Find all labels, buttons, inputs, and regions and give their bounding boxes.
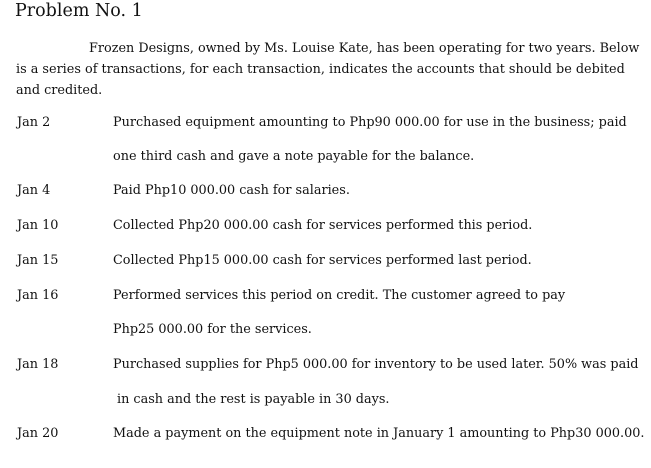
transaction-text: Collected Php20 000.00 cash for services performed this period. [113,218,533,233]
transaction-date: Jan 10 [17,218,59,233]
transaction-date: Jan 2 [17,115,51,130]
transaction-text: Collected Php15 000.00 cash for services performed last period. [113,253,532,268]
transaction-text: Performed services this period on credit. The customer agreed to pay [113,288,566,303]
transaction-date: Jan 16 [17,288,59,303]
problem-title: Problem No. 1 [15,1,143,21]
transaction-text: Php25 000.00 for the services. [113,322,312,337]
transaction-date: Jan 18 [17,357,59,372]
intro-paragraph: Frozen Designs, owned by Ms. Louise Kate, has been operating for two years. Below is a series of transactions, for each transaction, indicates the accounts that should be debited and credited. [16,41,640,98]
transaction-text: Purchased equipment amounting to Php90 000.00 for use in the business; paid [113,115,627,130]
transaction-text: one third cash and gave a note payable for the balance. [113,149,475,164]
transaction-text: in cash and the rest is payable in 30 days. [117,392,390,407]
transaction-date: Jan 15 [17,253,59,268]
transaction-text: Paid Php10 000.00 cash for salaries. [113,183,350,198]
transaction-text: Made a payment on the equipment note in January 1 amounting to Php30 000.00. [113,426,645,441]
transaction-date: Jan 4 [17,183,51,198]
transaction-text: Purchased supplies for Php5 000.00 for inventory to be used later. 50% was paid [113,357,639,372]
transaction-date: Jan 20 [17,426,59,441]
